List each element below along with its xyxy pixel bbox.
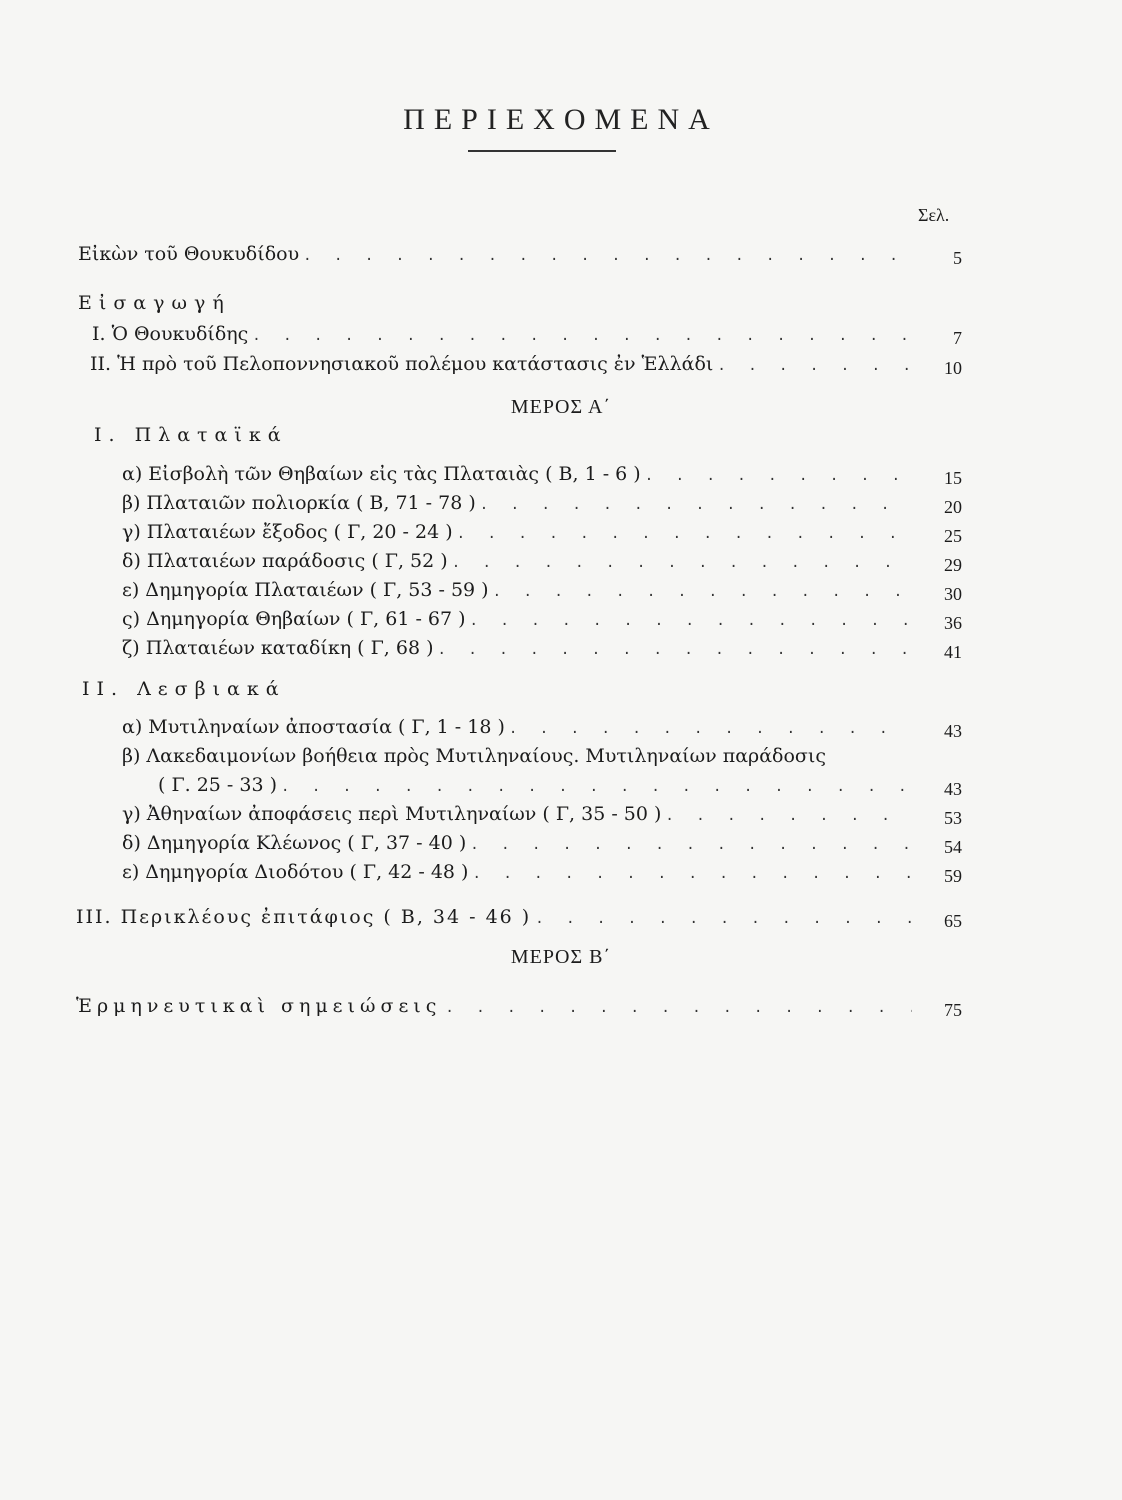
toc-entry-page: 30 <box>944 584 962 604</box>
toc-entry-page: 65 <box>944 911 962 931</box>
leader-dots <box>445 1000 912 1016</box>
page-column-label: Σελ. <box>918 205 950 225</box>
toc-entry-page: 10 <box>944 358 962 378</box>
toc-entry-page: 54 <box>944 837 962 857</box>
leader-dots <box>535 911 912 927</box>
leader-dots <box>457 526 912 542</box>
leader-dots <box>452 555 912 571</box>
leader-dots <box>717 358 912 374</box>
toc-entry-page: 36 <box>944 613 962 633</box>
toc-entry-plataika-d <box>122 550 912 576</box>
toc-entry-intro-2 <box>90 353 912 379</box>
leader-dots <box>281 779 912 795</box>
toc-entry-lesviaka-b-line1: β) Λακεδαιμονίων βοήθεια πρὸς Μυτιληναίους. Μυτιληναίων παράδοσις <box>122 745 826 767</box>
leader-dots <box>665 808 912 824</box>
toc-entry-label: ς) Δημηγορία Θηβαίων ( Γ, 61 - 67 ) <box>122 608 466 630</box>
toc-entry-label: δ) Δημηγορία Κλέωνος ( Γ, 37 - 40 ) <box>122 832 467 854</box>
leader-dots <box>480 497 912 513</box>
section-heading-plataika: I. Πλαταϊκά <box>94 424 288 446</box>
toc-entry-lesviaka-c <box>122 803 912 829</box>
toc-entry-label: I. Ὁ Θουκυδίδης <box>92 323 249 345</box>
toc-entry-page: 43 <box>944 779 962 799</box>
toc-entry-plataika-e <box>122 579 912 605</box>
title-underline <box>468 150 616 152</box>
leader-dots <box>470 613 912 629</box>
toc-entry-label: β) Πλαταιῶν πολιορκία ( Β, 71 - 78 ) <box>122 492 476 514</box>
leader-dots <box>303 248 912 264</box>
toc-entry-intro-1 <box>92 323 912 349</box>
section-heading-intro: Εἰσαγωγή <box>78 292 231 314</box>
toc-entry-label: Εἰκὼν τοῦ Θουκυδίδου <box>78 243 300 265</box>
leader-dots <box>645 468 912 484</box>
toc-entry-plataika-a <box>122 463 912 489</box>
toc-entry-plataika-b <box>122 492 912 518</box>
leader-dots <box>438 642 913 658</box>
toc-entry-plataika-f <box>122 608 912 634</box>
toc-entry-lesviaka-b-line2 <box>158 774 912 800</box>
toc-entry-page: 29 <box>944 555 962 575</box>
toc-entry-page: 25 <box>944 526 962 546</box>
leader-dots <box>493 584 912 600</box>
toc-entry-lesviaka-e <box>122 861 912 887</box>
toc-entry-label: α) Μυτιληναίων ἀποστασία ( Γ, 1 - 18 ) <box>122 716 505 738</box>
part-heading-b: ΜΕΡΟΣ Β΄ <box>510 946 612 968</box>
toc-entry-label: ε) Δημηγορία Πλαταιέων ( Γ, 53 - 59 ) <box>122 579 489 601</box>
toc-entry-label: α) Εἰσβολὴ τῶν Θηβαίων εἰς τὰς Πλαταιὰς ( Β, 1 - 6 ) <box>122 463 641 485</box>
toc-entry-page: 53 <box>944 808 962 828</box>
toc-entry-label: II. Ἡ πρὸ τοῦ Πελοποννησιακοῦ πολέμου κατάστασις ἐν Ἑλλάδι <box>90 353 714 375</box>
toc-entry-lesviaka-d <box>122 832 912 858</box>
toc-entry-page: 7 <box>953 328 962 348</box>
toc-entry-label: ( Γ. 25 - 33 ) <box>158 774 278 796</box>
leader-dots <box>509 721 912 737</box>
toc-entry-notes <box>76 995 912 1021</box>
toc-entry-page: 20 <box>944 497 962 517</box>
toc-entry-page: 5 <box>953 248 962 268</box>
toc-entry-page: 15 <box>944 468 962 488</box>
toc-entry-label: γ) Ἀθηναίων ἀποφάσεις περὶ Μυτιληναίων ( Γ, 35 - 50 ) <box>122 803 662 825</box>
toc-entry-portrait <box>78 243 912 269</box>
toc-entry-page: 43 <box>944 721 962 741</box>
section-heading-lesviaka: II. Λεσβιακά <box>82 678 286 700</box>
page-title: ΠΕΡΙΕΧΟΜΕΝΑ <box>403 103 719 136</box>
toc-entry-label: δ) Πλαταιέων παράδοσις ( Γ, 52 ) <box>122 550 448 572</box>
leader-dots <box>252 328 912 344</box>
toc-entry-label: ζ) Πλαταιέων καταδίκη ( Γ, 68 ) <box>122 637 434 659</box>
leader-dots <box>470 837 912 853</box>
toc-entry-label: γ) Πλαταιέων ἔξοδος ( Γ, 20 - 24 ) <box>122 521 453 543</box>
toc-entry-epitafios <box>76 906 912 932</box>
toc-entry-label: Ἑρμηνευτικαὶ σημειώσεις <box>76 995 442 1017</box>
toc-entry-page: 59 <box>944 866 962 886</box>
toc-entry-plataika-c <box>122 521 912 547</box>
toc-entry-page: 75 <box>944 1000 962 1020</box>
toc-entry-plataika-g <box>122 637 912 663</box>
leader-dots <box>472 866 912 882</box>
toc-entry-lesviaka-a <box>122 716 912 742</box>
toc-entry-label: III. Περικλέους ἐπιτάφιος ( Β, 34 - 46 ) <box>76 906 532 928</box>
toc-entry-page: 41 <box>944 642 962 662</box>
toc-entry-label: ε) Δημηγορία Διοδότου ( Γ, 42 - 48 ) <box>122 861 469 883</box>
part-heading-a: ΜΕΡΟΣ Α΄ <box>510 396 612 418</box>
